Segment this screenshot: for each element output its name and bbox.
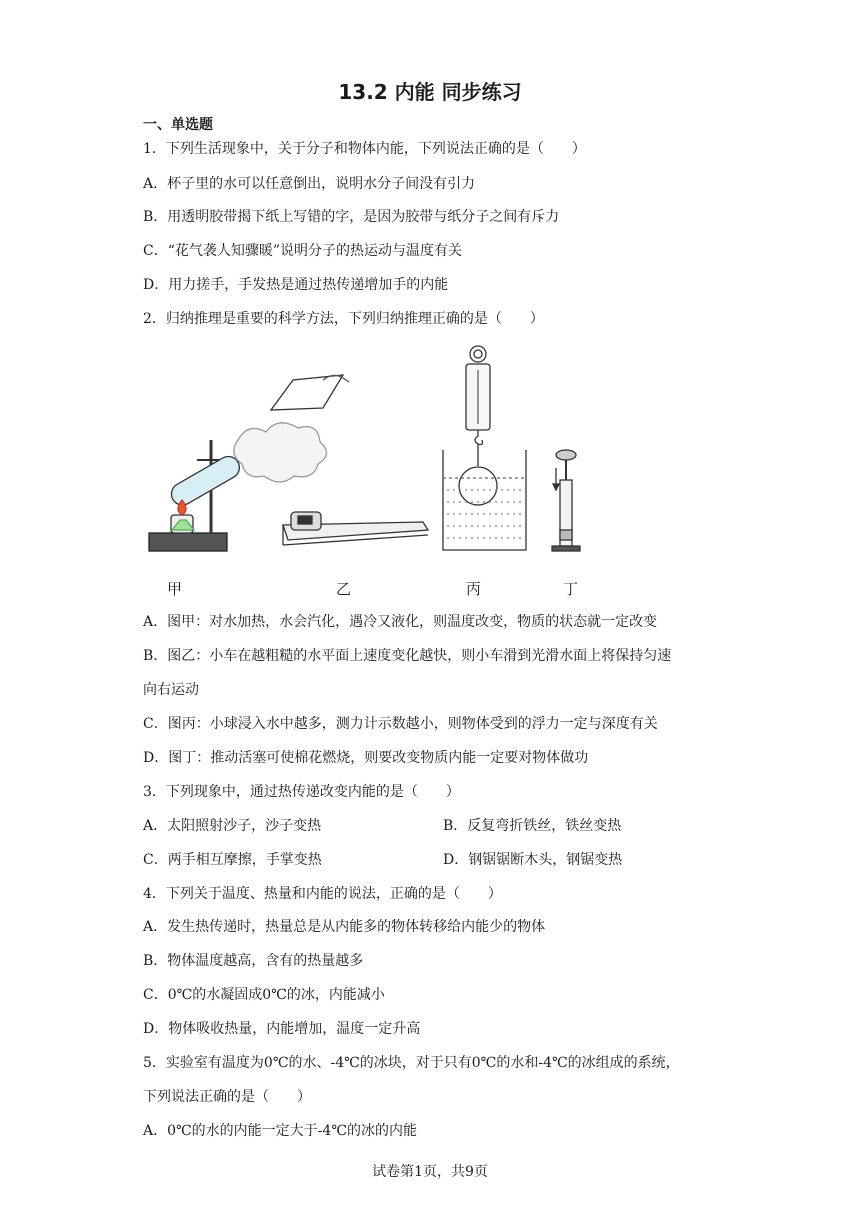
question-4-option-a: A．发生热传递时，热量总是从内能多的物体转移给内能少的物体 (143, 919, 546, 935)
question-3-option-c: C．两手相互摩擦，手掌变热 (143, 852, 322, 868)
figure-yi-apparatus (283, 512, 428, 545)
question-1-option-b: B．用透明胶带揭下纸上写错的字，是因为胶带与纸分子之间有斥力 (143, 209, 560, 225)
question-2-figure (143, 340, 723, 605)
figure-label-ding: 丁 (563, 580, 579, 598)
figure-bing-apparatus (443, 346, 526, 550)
figure-label-yi: 乙 (336, 580, 352, 598)
question-1-stem: 1．下列生活现象中，关于分子和物体内能，下列说法正确的是（ ） (143, 141, 586, 157)
question-3-option-a: A．太阳照射沙子，沙子变热 (143, 818, 322, 834)
figure-label-jia: 甲 (167, 580, 183, 598)
question-4-option-b: B．物体温度越高，含有的热量越多 (143, 953, 364, 969)
question-4-stem: 4．下列关于温度、热量和内能的说法，正确的是（ ） (143, 886, 502, 902)
question-4-option-c: C．0℃的水凝固成0℃的冰，内能减小 (143, 987, 385, 1003)
question-2-option-a: A．图甲：对水加热，水会汽化，遇冷又液化，则温度改变，物质的状态就一定改变 (143, 614, 658, 630)
question-1-option-a: A．杯子里的水可以任意倒出，说明水分子间没有引力 (143, 176, 476, 192)
page-footer: 试卷第1页，共9页 (372, 1164, 488, 1180)
question-2-option-d: D．图丁：推动活塞可使棉花燃烧，则要改变物质内能一定要对物体做功 (143, 750, 589, 766)
page-title: 13.2 内能 同步练习 (338, 80, 522, 104)
question-2-option-c: C．图丙：小球浸入水中越多，测力计示数越小，则物体受到的浮力一定与深度有关 (143, 716, 658, 732)
question-2-option-b-continued: 向右运动 (143, 682, 199, 698)
section-heading: 一、单选题 (143, 117, 213, 133)
question-3-option-b: B．反复弯折铁丝，铁丝变热 (443, 818, 622, 834)
question-4-option-d: D．物体吸收热量，内能增加，温度一定升高 (143, 1021, 421, 1037)
question-5-stem: 5．实验室有温度为0℃的水、-4℃的冰块，对于只有0℃的水和-4℃的冰组成的系统， (143, 1055, 680, 1071)
question-2-option-b: B．图乙：小车在越粗糙的水平面上速度变化越快，则小车滑到光滑水面上将保持匀速 (143, 648, 672, 664)
question-2-stem: 2．归纳推理是重要的科学方法，下列归纳推理正确的是（ ） (143, 311, 544, 327)
question-3-option-d: D．钢锯锯断木头，钢锯变热 (443, 852, 623, 868)
question-3-stem: 3．下列现象中，通过热传递改变内能的是（ ） (143, 784, 460, 800)
question-1-option-c: C．“花气袭人知骤暖”说明分子的热运动与温度有关 (143, 243, 463, 259)
question-1-option-d: D．用力搓手，手发热是通过热传递增加手的内能 (143, 277, 449, 293)
question-5-option-a: A．0℃的水的内能一定大于-4℃的冰的内能 (143, 1123, 417, 1139)
figure-ding-apparatus (552, 450, 580, 551)
figure-label-bing: 丙 (466, 580, 482, 598)
question-5-stem-continued: 下列说法正确的是（ ） (143, 1089, 311, 1105)
